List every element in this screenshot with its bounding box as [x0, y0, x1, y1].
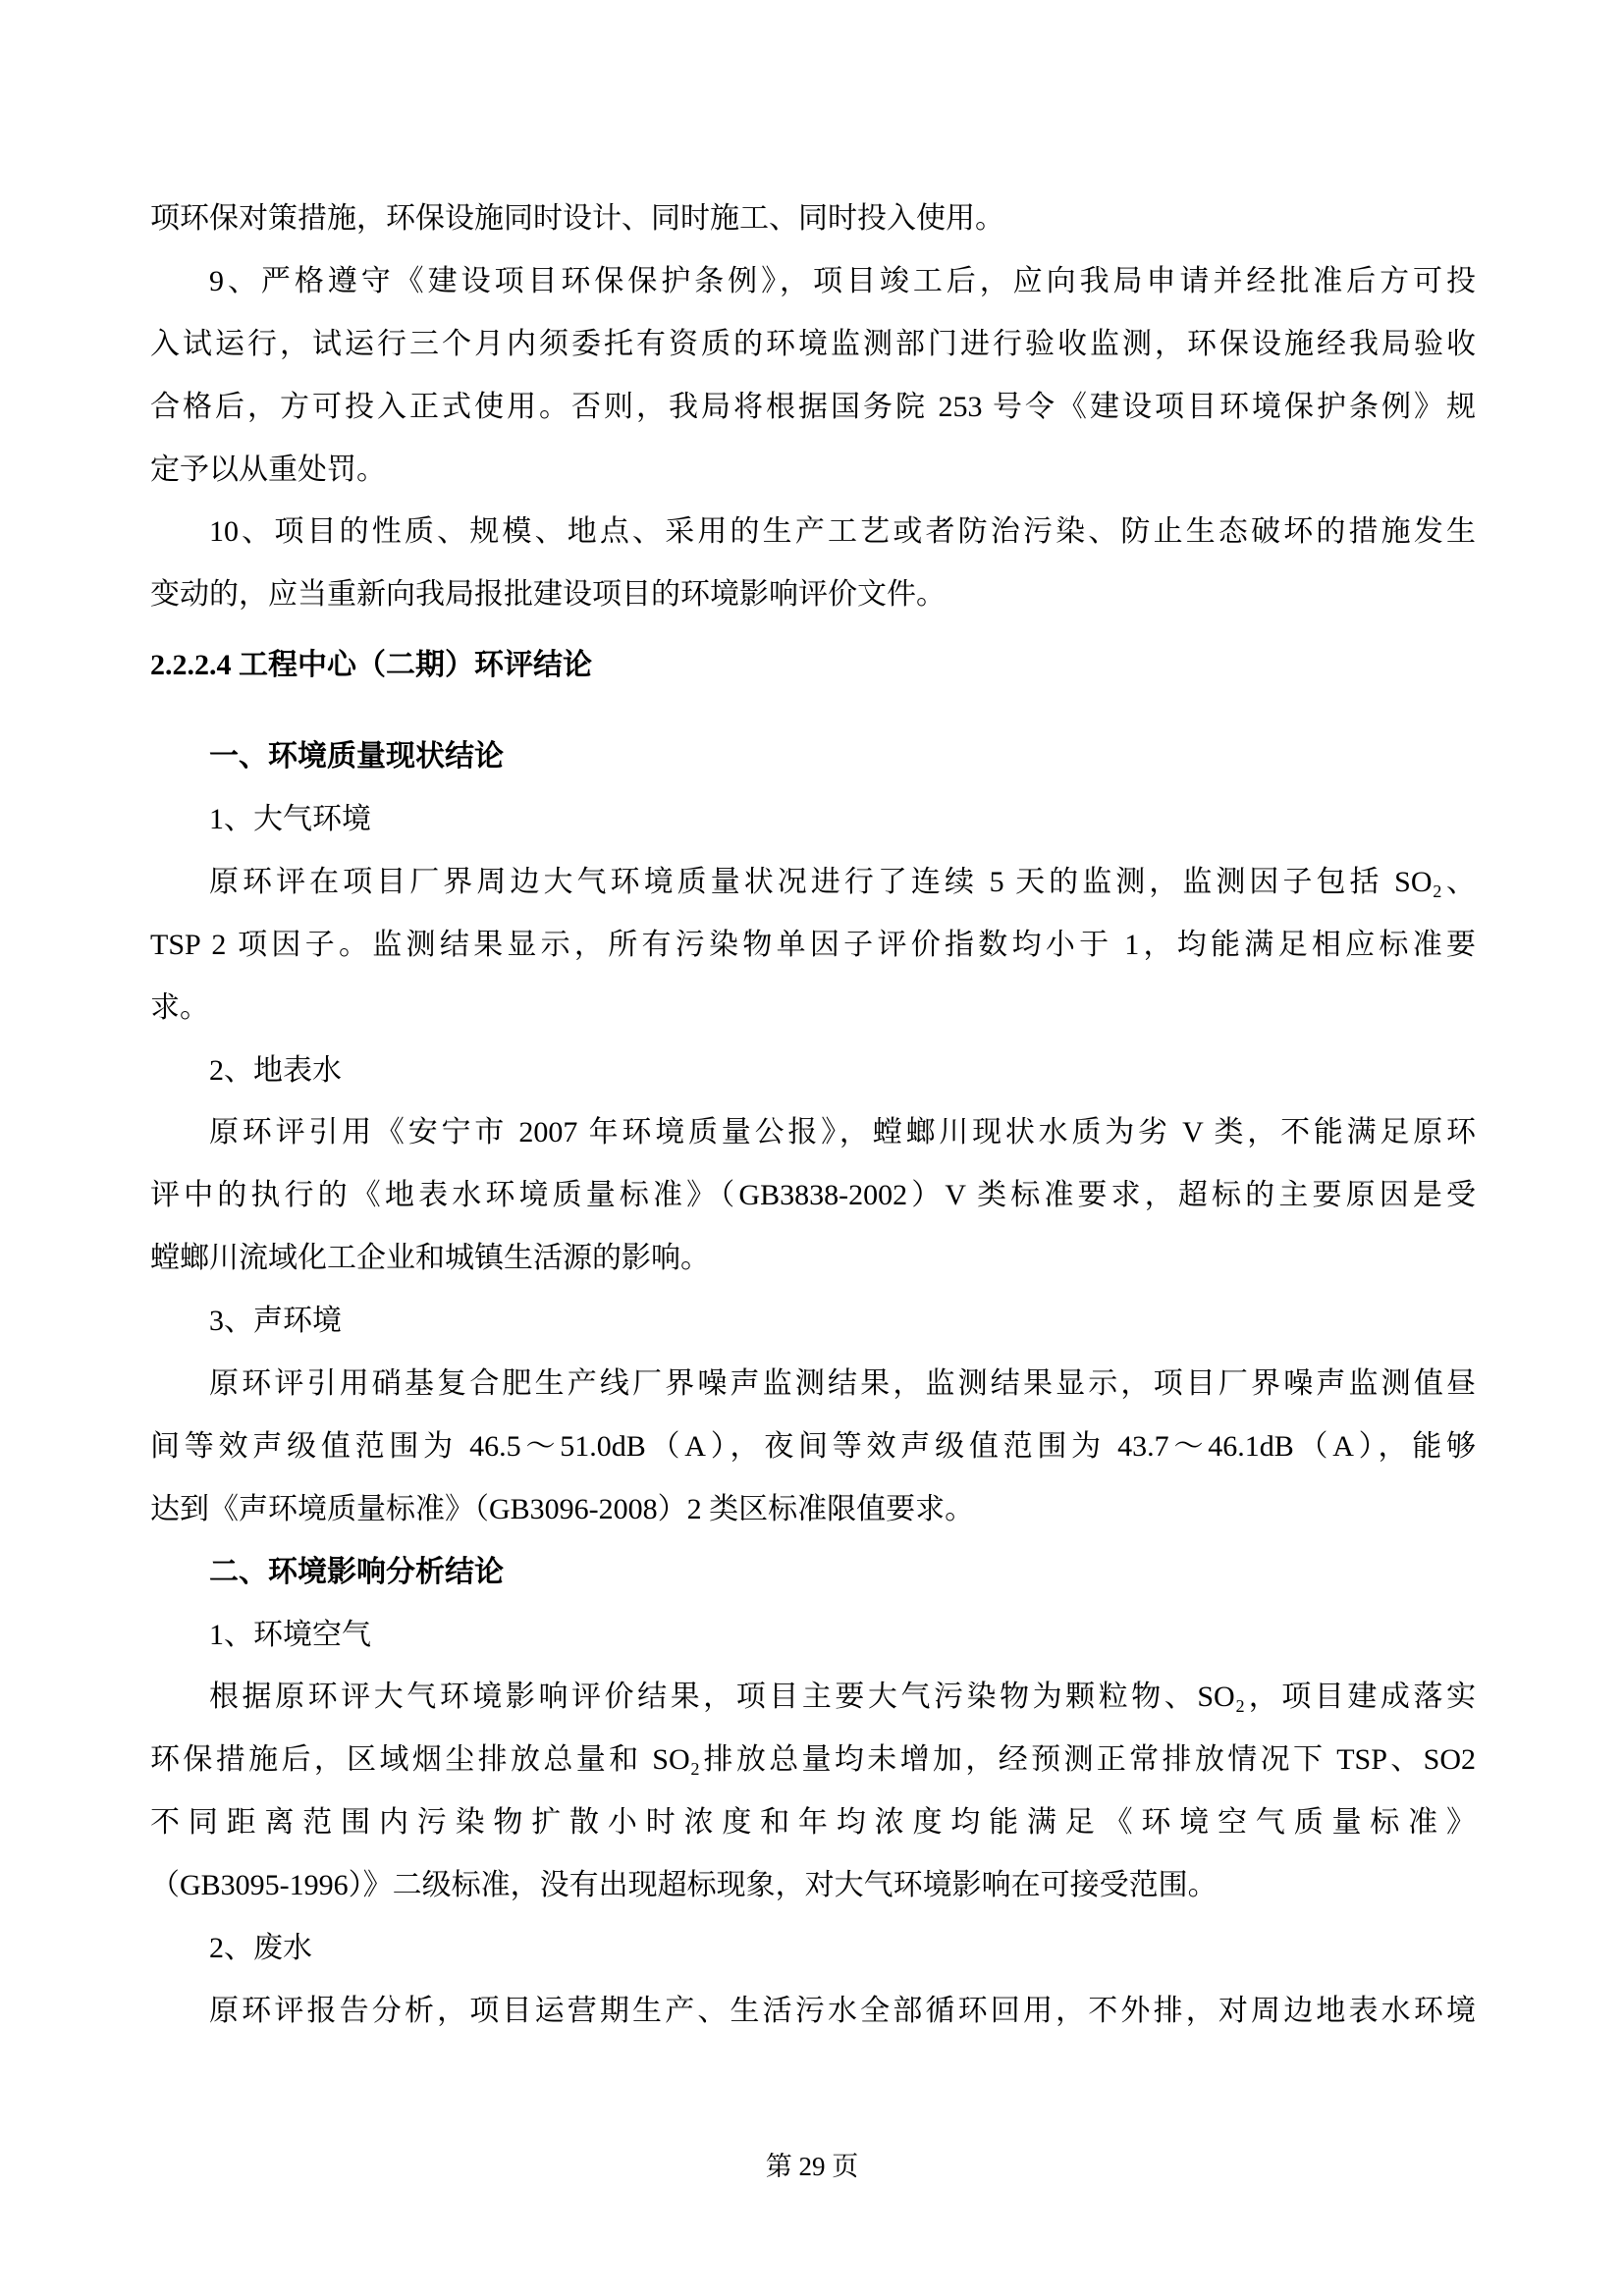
text-line: 不同距离范围内污染物扩散小时浓度和年均浓度均能满足《环境空气质量标准》 [150, 1806, 1476, 1840]
text-line: 项环保对策措施，环保设施同时设计、同时施工、同时投入使用。 [150, 202, 1004, 235]
text-line: 2、地表水 [209, 1053, 342, 1087]
text-line: 变动的，应当重新向我局报批建设项目的环境影响评价文件。 [150, 578, 946, 612]
text-line: 10、项目的性质、规模、地点、采用的生产工艺或者防治污染、防止生态破坏的措施发生 [209, 515, 1476, 549]
section-heading: 2.2.2.4 工程中心（二期）环评结论 [150, 649, 592, 682]
text-line: 原环评引用《安宁市 2007 年环境质量公报》，螳螂川现状水质为劣 V 类，不能满足原环 [209, 1116, 1476, 1149]
text-line: 入试运行，试运行三个月内须委托有资质的环境监测部门进行验收监测，环保设施经我局验收 [150, 327, 1476, 360]
page-number: 第 29 页 [765, 2152, 859, 2181]
text-line: 3、声环境 [209, 1305, 342, 1338]
text-line: 定予以从重处罚。 [150, 453, 386, 486]
text-line: （GB3095-1996）》二级标准，没有出现超标现象，对大气环境影响在可接受范围。 [150, 1869, 1218, 1902]
subsection-heading: 二、环境影响分析结论 [209, 1555, 504, 1588]
text-line: 评中的执行的《地表水环境质量标准》（GB3838-2002）V 类标准要求，超标的主要原因是受 [150, 1179, 1476, 1212]
text-line: 求。 [150, 990, 209, 1024]
page-body-text [150, 187, 1476, 2043]
text-line: 根据原环评大气环境影响评价结果，项目主要大气污染物为颗粒物、SO₂，项目建成落实 [209, 1681, 1476, 1714]
text-line: TSP 2 项因子。监测结果显示，所有污染物单因子评价指数均小于 1，均能满足相应标准要 [150, 928, 1476, 961]
text-line: 合格后，方可投入正式使用。否则，我局将根据国务院 253 号令《建设项目环境保护条例》规 [150, 390, 1476, 423]
text-line: 螳螂川流域化工企业和城镇生活源的影响。 [150, 1242, 710, 1275]
text-line: 9、严格遵守《建设项目环保保护条例》，项目竣工后，应向我局申请并经批准后方可投 [209, 264, 1476, 297]
text-line: 1、大气环境 [209, 803, 371, 836]
text-line: 达到《声环境质量标准》（GB3096-2008）2 类区标准限值要求。 [150, 1492, 975, 1525]
subsection-heading: 一、环境质量现状结论 [209, 740, 504, 774]
text-line: 2、废水 [209, 1932, 312, 1965]
text-line: 间等效声级值范围为 46.5～51.0dB（A），夜间等效声级值范围为 43.7～46.1dB（A），能够 [150, 1429, 1476, 1463]
text-line: 环保措施后，区域烟尘排放总量和 SO₂排放总量均未增加，经预测正常排放情况下 TSP、SO2 [150, 1743, 1476, 1777]
text-line: 原环评报告分析，项目运营期生产、生活污水全部循环回用，不外排，对周边地表水环境 [209, 1994, 1476, 2027]
text-line: 原环评在项目厂界周边大气环境质量状况进行了连续 5 天的监测，监测因子包括 SO₂、 [209, 865, 1476, 898]
text-line: 原环评引用硝基复合肥生产线厂界噪声监测结果，监测结果显示，项目厂界噪声监测值昼 [209, 1367, 1476, 1401]
text-line: 1、环境空气 [209, 1618, 371, 1651]
